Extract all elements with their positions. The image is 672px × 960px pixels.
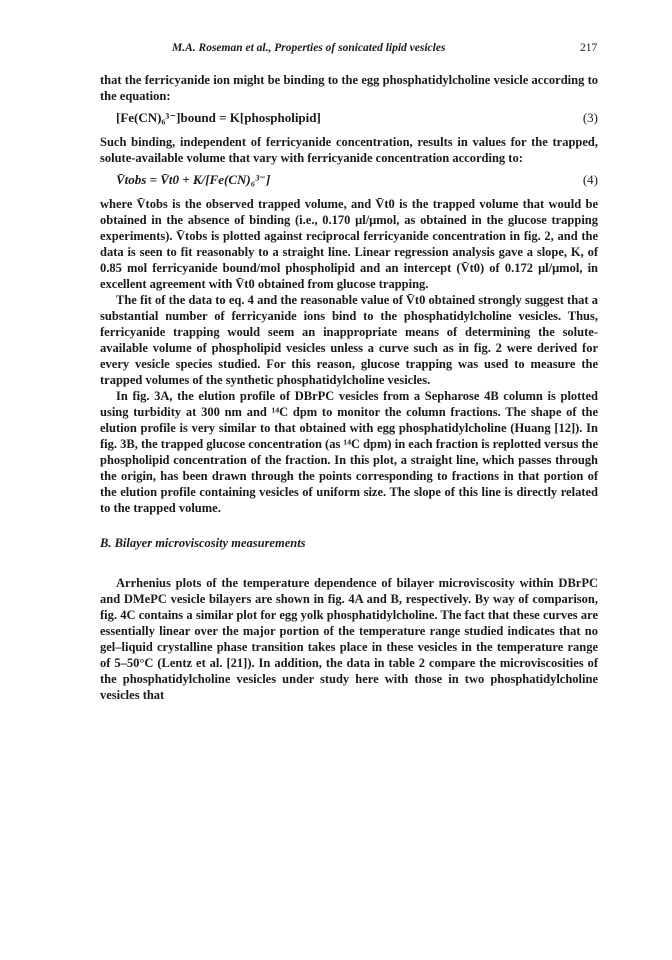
section-heading: B. Bilayer microviscosity measurements [100, 536, 306, 550]
equation-4 [100, 168, 598, 194]
paragraph-trapped-volume: where V̄tobs is the observed trapped volume, and V̄t0 is the trapped volume that would be obtained in the absence of binding (i.e., 0.170 μl/μmol, as obtained in the glucose trapping experiments). V̄tobs is plotted against reciprocal ferricyanide concentration in fig. 2, and the data is seen to fit reasonably to a straight line. Linear regression analysis gave a slope, K, of 0.85 mol ferricyanide bound/mol phospholipid and an intercept (V̄t0) of 0.172 μl/μmol, in excellent agreement with V̄t0 obtained from glucose trapping. [100, 197, 598, 291]
page-number: 217 [580, 42, 598, 54]
equation-4-number: (4) [582, 172, 598, 187]
equation-3-number: (3) [582, 110, 598, 125]
running-head: M.A. Roseman et al., Properties of sonicated lipid vesicles [172, 42, 446, 54]
paragraph-binding-intro: that the ferricyanide ion might be binding to the egg phosphatidylcholine vesicle according to the equation: [100, 73, 598, 103]
equation-3 [100, 106, 598, 132]
equation-4-text: V̄tobs = V̄t0 + K/[Fe(CN)₆³⁻] [116, 172, 271, 187]
paragraph-elution-profile: In fig. 3A, the elution profile of DBrPC vesicles from a Sepharose 4B column is plotted using turbidity at 300 nm and ¹⁴C dpm to monitor the column fractions. The shape of the elution profile is very similar to that obtained with egg phosphatidylcholine (Huang [12]). In fig. 3B, the trapped glucose concentration (as ¹⁴C dpm) in each fraction is replotted versus the phospholipid concentration of the fraction. In this plot, a straight line, which passes through the origin, has been drawn through the points corresponding to fractions in that portion of the elution profile containing vesicles of uniform size. The slope of this line is directly related to the trapped volume. [100, 389, 598, 515]
paragraph-binding-result: Such binding, independent of ferricyanide concentration, results in values for the trapped, solute-available volume that vary with ferricyanide concentration according to: [100, 135, 598, 165]
page-header [0, 40, 672, 58]
paragraph-ferricyanide-fit: The fit of the data to eq. 4 and the reasonable value of V̄t0 obtained strongly suggest that a substantial number of ferricyanide ions bind to the phosphatidylcholine vesicles. Thus, ferricyanide trapping would seem an inappropriate means of determining the solute-available volume of phospholipid vesicles unless a curve such as in fig. 2 were derived for every vesicle species studied. For this reason, glucose trapping was used to measure the trapped volumes of the synthetic phosphatidylcholine vesicles. [100, 293, 598, 387]
paragraph-arrhenius: Arrhenius plots of the temperature dependence of bilayer microviscosity within DBrPC and DMePC vesicle bilayers are shown in fig. 4A and B, respectively. By way of comparison, fig. 4C contains a similar plot for egg yolk phosphatidylcholine. The fact that these curves are essentially linear over the major portion of the temperature range studied indicates that no gel–liquid crystalline phase transition takes place in these vesicles in the temperature range of 5–50°C (Lentz et al. [21]). In addition, the data in table 2 compare the microviscosities of the phosphatidylcholine vesicles under study here with those in two phosphatidylcholine vesicles that [100, 576, 598, 702]
equation-3-text: [Fe(CN)₆³⁻]bound = K[phospholipid] [116, 110, 321, 125]
article-body [100, 72, 598, 703]
